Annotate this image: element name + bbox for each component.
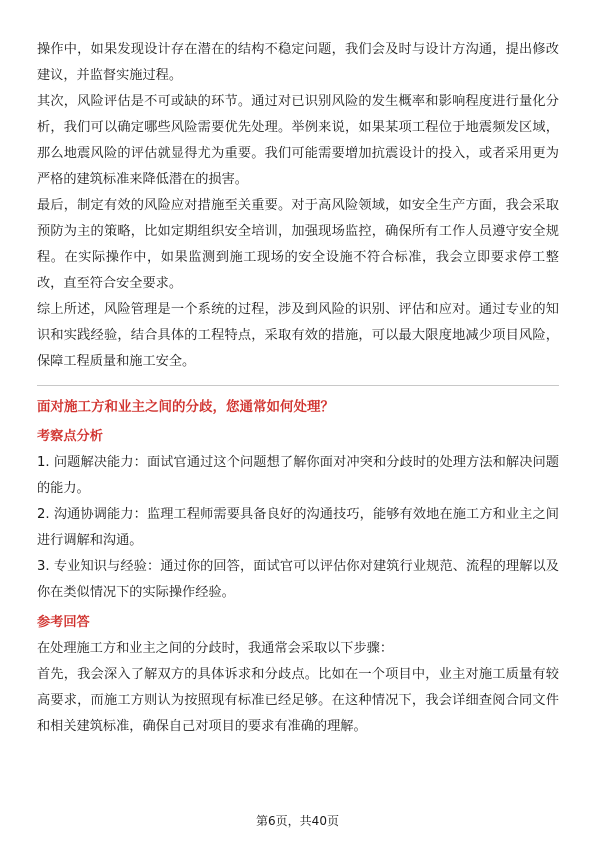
analysis-item: 2. 沟通协调能力：监理工程师需要具备良好的沟通技巧，能够有效地在施工方和业主之间进行调解和沟通。 (37, 507, 559, 548)
body-paragraph: 其次，风险评估是不可或缺的环节。通过对已识别风险的发生概率和影响程度进行量化分析，我们可以确定哪些风险需要优先处理。举例来说，如果某项工程位于地震频发区域，那么地震风险的评估就显得尤为重要。我们可能需要增加抗震设计的投入，或者采用更为严格的建筑标准来降低潜在的损害。 (37, 94, 559, 187)
body-paragraph: 最后，制定有效的风险应对措施至关重要。对于高风险领域，如安全生产方面，我会采取预防为主的策略，比如定期组织安全培训，加强现场监控，确保所有工作人员遵守安全规程。在实际操作中，如果监测到施工现场的安全设施不符合标准，我会立即要求停工整改，直至符合安全要求。 (37, 198, 559, 291)
answer-paragraph: 在处理施工方和业主之间的分歧时，我通常会采取以下步骤： (37, 641, 394, 656)
answer-paragraph: 首先，我会深入了解双方的具体诉求和分歧点。比如在一个项目中，业主对施工质量有较高要求，而施工方则认为按照现有标准已经足够。在这种情况下，我会详细查阅合同文件和相关建筑标准，确保自己对项目的要求有准确的理解。 (37, 667, 559, 734)
analysis-heading: 考察点分析 (37, 429, 103, 444)
page-number: 第6页，共40页 (256, 814, 339, 828)
page-content (37, 37, 559, 740)
analysis-item: 1. 问题解决能力：面试官通过这个问题想了解你面对冲突和分歧时的处理方法和解决问题的能力。 (37, 455, 559, 496)
question-heading: 面对施工方和业主之间的分歧，您通常如何处理？ (37, 399, 334, 415)
body-paragraph: 操作中，如果发现设计存在潜在的结构不稳定问题，我们会及时与设计方沟通，提出修改建议，并监督实施过程。 (37, 42, 559, 83)
analysis-item: 3. 专业知识与经验：通过你的回答，面试官可以评估你对建筑行业规范、流程的理解以及你在类似情况下的实际操作经验。 (37, 559, 559, 600)
section-divider (37, 385, 559, 386)
answer-heading: 参考回答 (37, 615, 90, 630)
body-paragraph: 综上所述，风险管理是一个系统的过程，涉及到风险的识别、评估和应对。通过专业的知识和实践经验，结合具体的工程特点，采取有效的措施，可以最大限度地减少项目风险，保障工程质量和施工安全。 (37, 302, 559, 369)
